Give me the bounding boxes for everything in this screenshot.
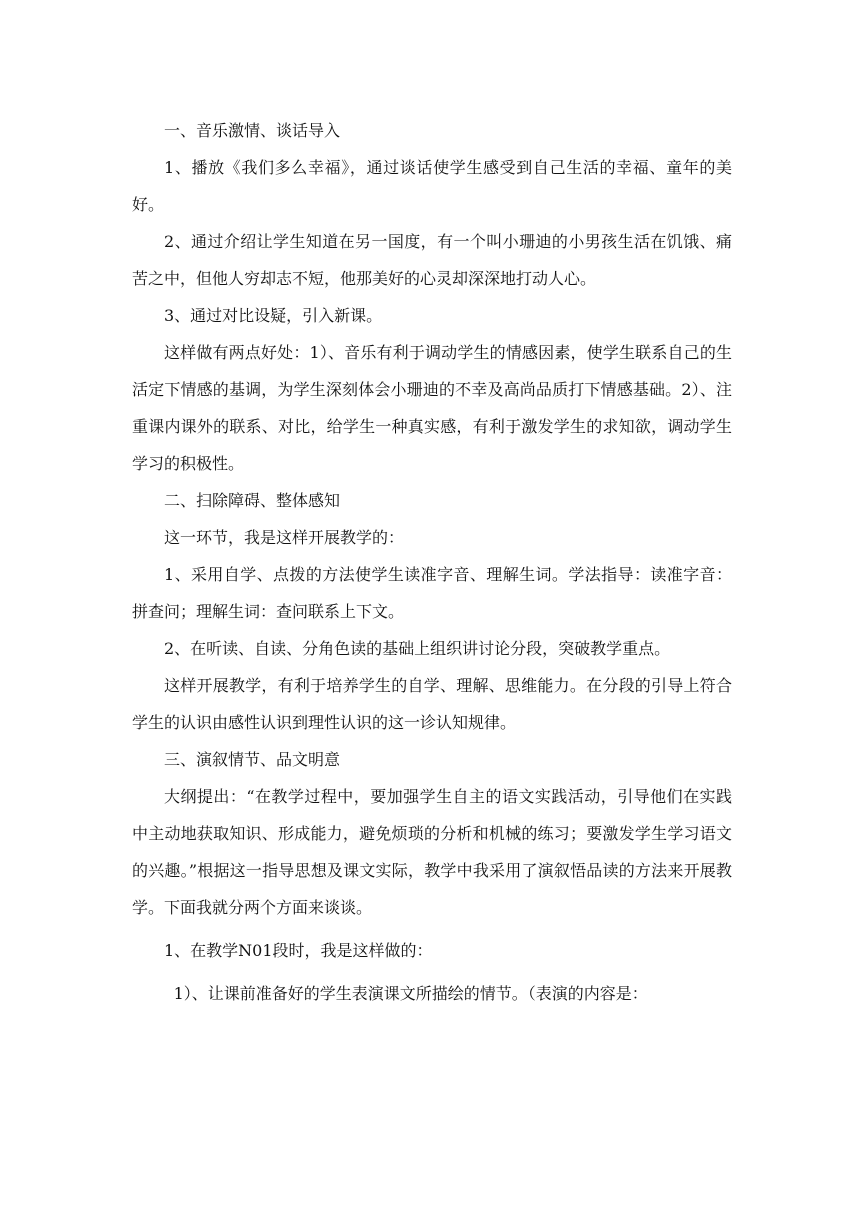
paragraph-9: 大纲提出：“在教学过程中，要加强学生自主的语文实践活动，引导他们在实践中主动地获取知识、形成能力，避免烦琐的分析和机械的练习；要激发学生学习语文的兴趣。”根据这一指导思想及课文实际，教学中我采用了演叙悟品读的方法来开展教学。下面我就分两个方面来谈谈。 <box>132 787 732 917</box>
paragraph-2: 2、通过介绍让学生知道在另一国度，有一个叫小珊迪的小男孩生活在饥饿、痛苦之中，但他人穷却志不短，他那美好的心灵却深深地打动人心。 <box>132 232 732 288</box>
paragraph-11: 1）、让课前准备好的学生表演课文所描绘的情节。（表演的内容是： <box>173 984 648 1003</box>
paragraph-1: 1、播放《我们多么幸福》，通过谈话使学生感受到自己生活的幸福、童年的美好。 <box>132 158 732 214</box>
section-heading-2: 二、扫除障碍、整体感知 <box>164 491 341 510</box>
paragraph-4: 这样做有两点好处：1）、音乐有利于调动学生的情感因素，使学生联系自己的生活定下情感的基调，为学生深刻体会小珊迪的不幸及高尚品质打下情感基础。2）、注重课内课外的联系、对比，给学生一种真实感，有利于激发学生的求知欲，调动学生学习的积极性。 <box>132 343 732 473</box>
paragraph-3: 3、通过对比设疑，引入新课。 <box>164 306 383 325</box>
paragraph-8: 这样开展教学，有利于培养学生的自学、理解、思维能力。在分段的引导上符合学生的认识由感性认识到理性认识的这一诊认知规律。 <box>132 676 732 732</box>
section-heading-1: 一、音乐激情、谈话导入 <box>164 121 341 140</box>
section-heading-3: 三、演叙情节、品文明意 <box>164 750 341 769</box>
paragraph-7: 2、在听读、自读、分角色读的基础上组织讲讨论分段，突破教学重点。 <box>164 639 671 658</box>
paragraph-10: 1、在教学N01段时，我是这样做的： <box>164 941 433 960</box>
document-body <box>132 112 732 1012</box>
paragraph-5: 这一环节，我是这样开展教学的： <box>164 528 405 547</box>
paragraph-6: 1、采用自学、点拨的方法使学生读准字音、理解生词。学法指导：读准字音：拼查问；理解生词：查问联系上下文。 <box>132 565 732 621</box>
